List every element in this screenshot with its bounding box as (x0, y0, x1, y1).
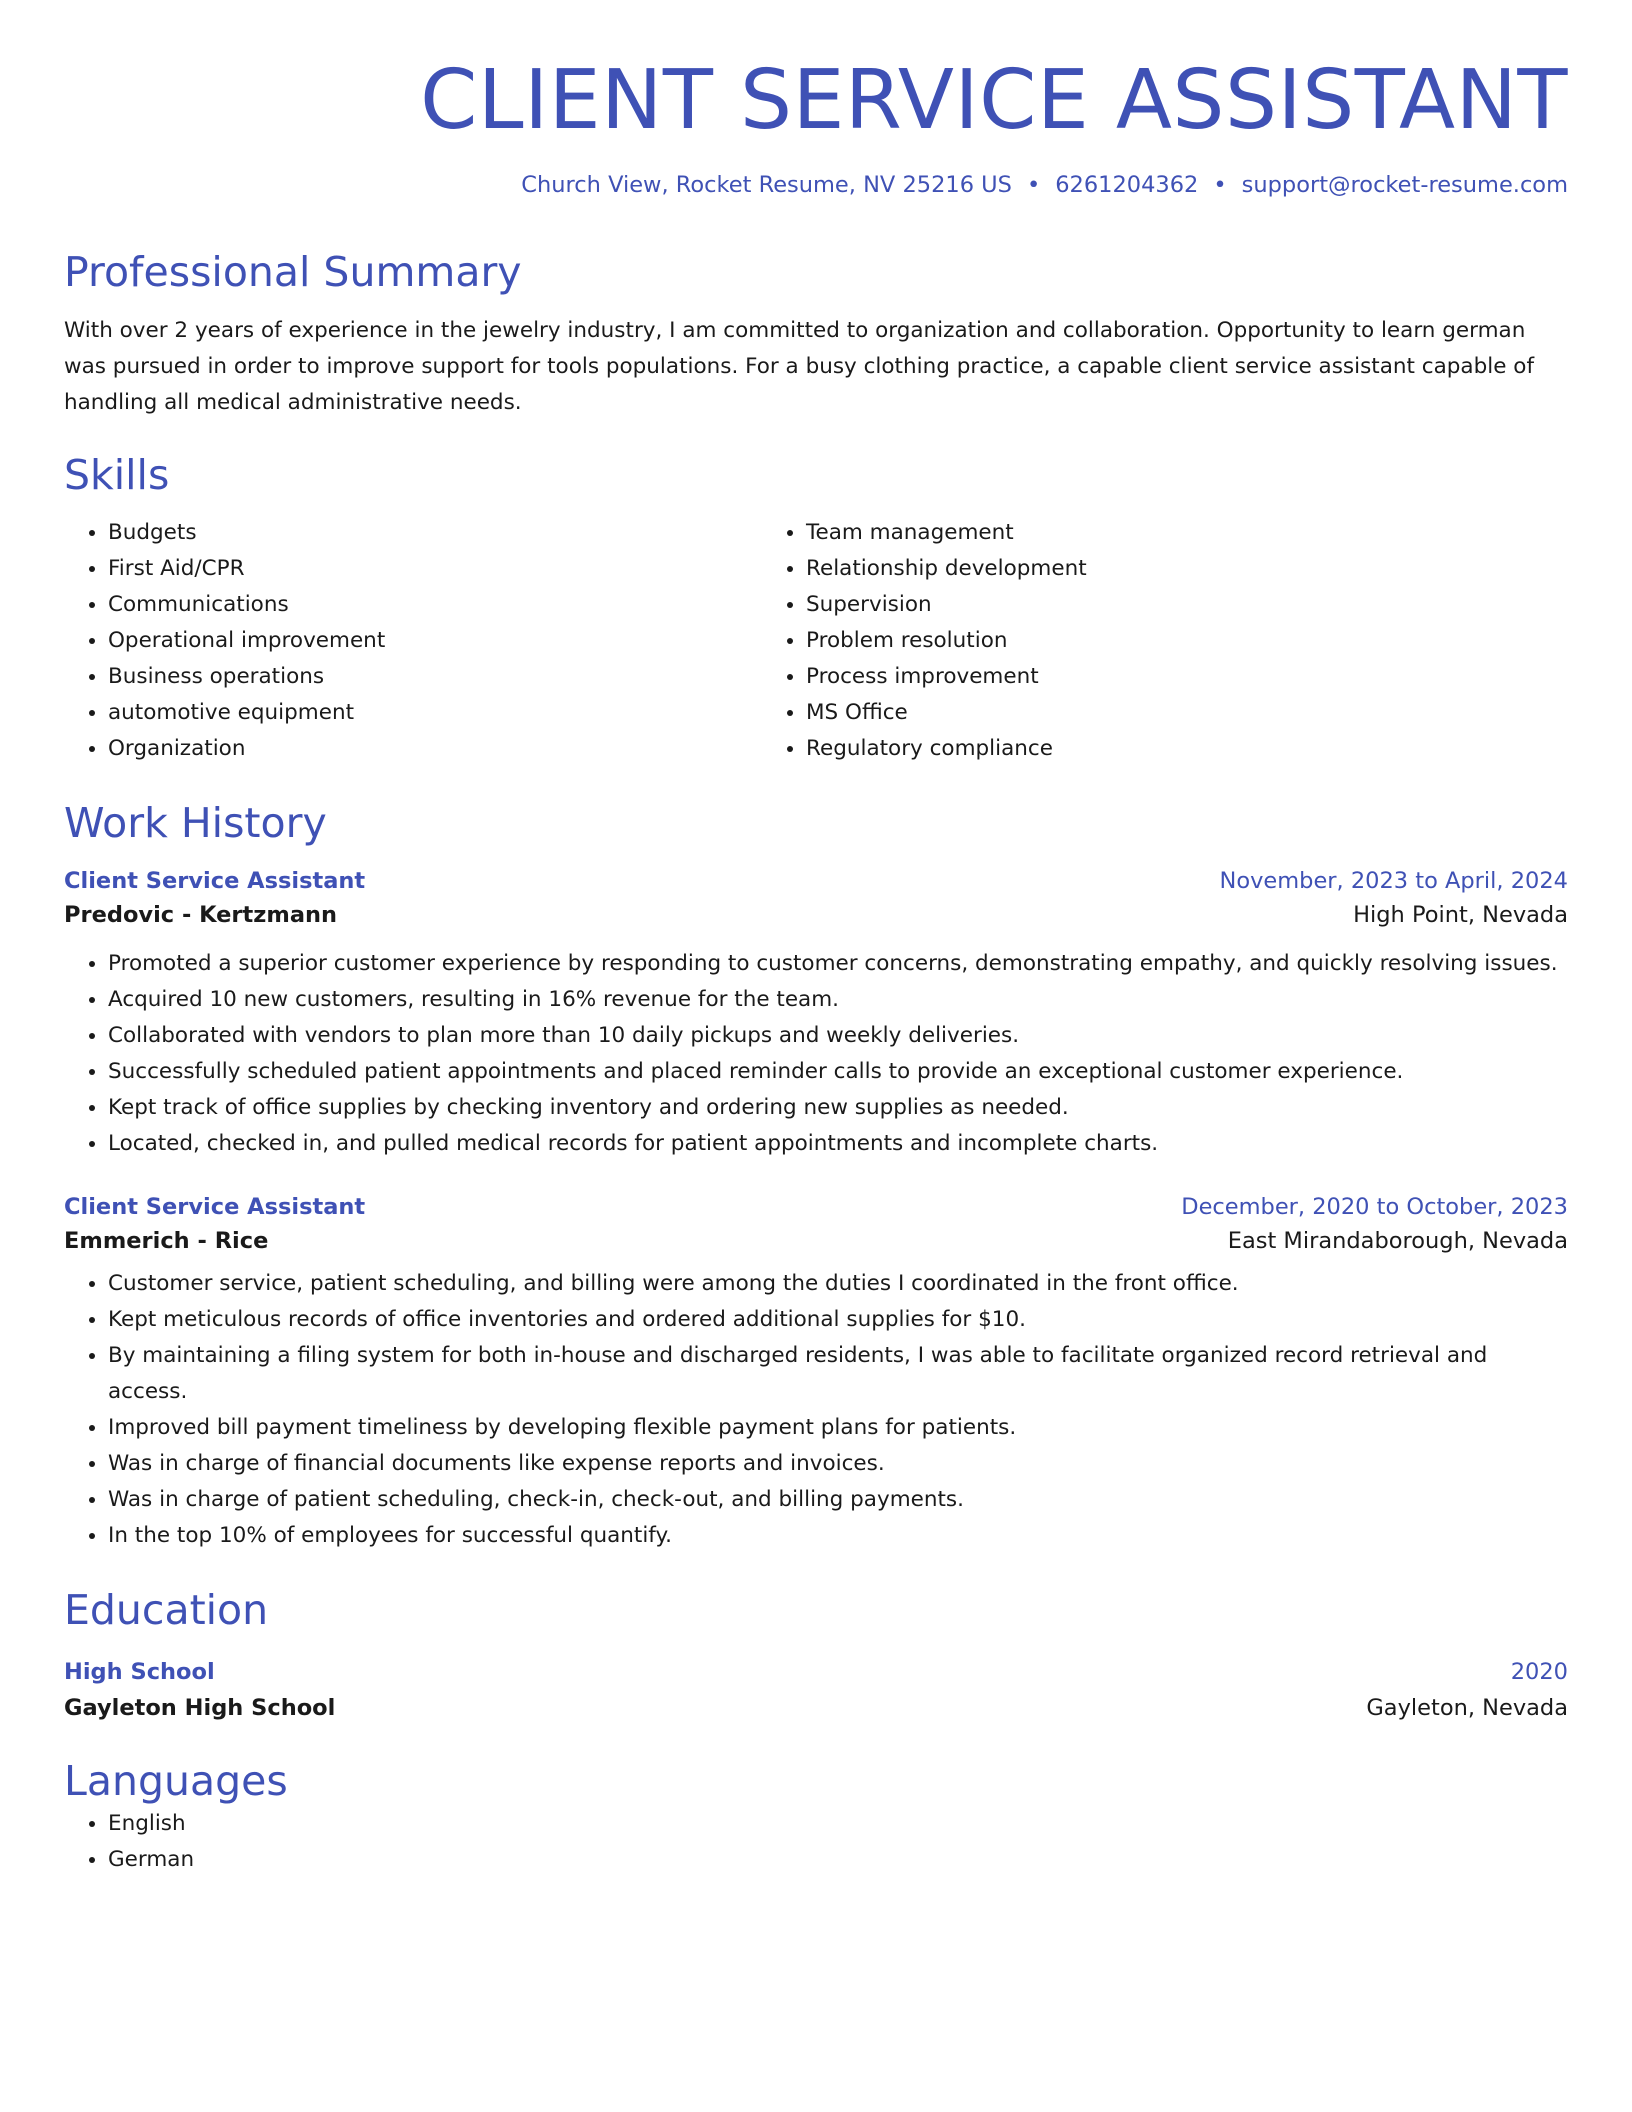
education-header-row (64, 1659, 1568, 1685)
job-entry (64, 868, 1568, 1162)
job-dates: November, 2023 to April, 2024 (1219, 867, 1568, 894)
skill-item: • Relationship development (806, 551, 1087, 587)
education-school: Gayleton High School (64, 1694, 336, 1721)
language-item: • English (108, 1806, 1568, 1842)
job-location: High Point, Nevada (1353, 901, 1568, 928)
job-company: Predovic - Kertzmann (64, 901, 338, 928)
skill-item: • Operational improvement (108, 623, 762, 659)
skills-column-left (64, 515, 762, 767)
contact-address: Church View, Rocket Resume, NV 25216 US (521, 172, 1012, 199)
summary-text: With over 2 years of experience in the jewelry industry, I am committed to organization and collaboration. Opportunity to learn german was pursued in order to improve support for tools populations. For a busy clothing practice, a capable client service assistant capable of handling all medical administrative needs. (64, 318, 1535, 416)
skill-item: • Regulatory compliance (806, 731, 1087, 767)
job-bullet: • Acquired 10 new customers, resulting in 16% revenue for the team. (108, 982, 1568, 1018)
skill-item: • First Aid/CPR (108, 551, 762, 587)
job-bullet: • In the top 10% of employees for successful quantify. (108, 1518, 1568, 1554)
job-company-row (64, 902, 1568, 928)
contact-separator: • (1213, 172, 1227, 199)
job-title: Client Service Assistant (64, 1193, 366, 1220)
section-title-languages: Languages (64, 1756, 288, 1805)
job-header-row (64, 1194, 1568, 1220)
skills-list (64, 515, 1568, 767)
job-dates: December, 2020 to October, 2023 (1181, 1193, 1568, 1220)
section-title-skills: Skills (64, 451, 170, 500)
skill-item: • Problem resolution (806, 623, 1087, 659)
job-company: Emmerich - Rice (64, 1227, 269, 1254)
contact-phone: 6261204362 (1055, 172, 1199, 199)
skill-item: • Team management (806, 515, 1087, 551)
education-location: Gayleton, Nevada (1366, 1694, 1568, 1721)
job-bullet: • Promoted a superior customer experience by responding to customer concerns, demonstrating empathy, and quickly resolving issues. (108, 946, 1568, 982)
skill-item: • automotive equipment (108, 695, 762, 731)
skill-item: • MS Office (806, 695, 1087, 731)
contact-line (64, 172, 1568, 198)
job-bullet: • Successfully scheduled patient appointments and placed reminder calls to provide an exceptional customer experience. (108, 1054, 1568, 1090)
job-bullet: • Kept track of office supplies by checking inventory and ordering new supplies as needed. (108, 1090, 1568, 1126)
skill-item: • Budgets (108, 515, 762, 551)
section-title-education: Education (64, 1585, 269, 1634)
job-header-row (64, 868, 1568, 894)
job-bullet: • Improved bill payment timeliness by developing flexible payment plans for patients. (108, 1410, 1568, 1446)
skill-item: • Process improvement (806, 659, 1087, 695)
job-bullets (64, 946, 1568, 1162)
language-item: • German (108, 1842, 1568, 1878)
skill-item: • Organization (108, 731, 762, 767)
job-bullet: • Was in charge of patient scheduling, check-in, check-out, and billing payments. (108, 1482, 1568, 1518)
education-year: 2020 (1510, 1658, 1568, 1685)
job-entry (64, 1194, 1568, 1554)
job-bullet: • Located, checked in, and pulled medical records for patient appointments and incomplete charts. (108, 1126, 1568, 1162)
education-school-row (64, 1695, 1568, 1721)
skills-column-right (762, 515, 1087, 767)
job-bullet: • Customer service, patient scheduling, and billing were among the duties I coordinated in the front office. (108, 1266, 1568, 1302)
section-title-work-history: Work History (64, 798, 327, 847)
job-location: East Mirandaborough, Nevada (1227, 1227, 1568, 1254)
education-degree: High School (64, 1658, 215, 1685)
job-bullet: • Kept meticulous records of office inventories and ordered additional supplies for $10. (108, 1302, 1568, 1338)
contact-email: support@rocket-resume.com (1241, 172, 1568, 199)
resume-header (64, 53, 1568, 199)
skill-item: • Business operations (108, 659, 762, 695)
job-title: Client Service Assistant (64, 867, 366, 894)
languages-list (64, 1806, 1568, 1878)
education-entry (64, 1659, 1568, 1721)
section-title-summary: Professional Summary (64, 248, 522, 297)
job-bullet: • Collaborated with vendors to plan more than 10 daily pickups and weekly deliveries. (108, 1018, 1568, 1054)
job-company-row (64, 1228, 1568, 1254)
contact-separator: • (1026, 172, 1041, 199)
skill-item: • Communications (108, 587, 762, 623)
candidate-name: CLIENT SERVICE ASSISTANT (420, 53, 1568, 148)
job-bullets (64, 1266, 1568, 1554)
job-bullet: • By maintaining a filing system for both in-house and discharged residents, I was able to facilitate organized record retrieval and access. (108, 1338, 1568, 1410)
job-bullet: • Was in charge of financial documents like expense reports and invoices. (108, 1446, 1568, 1482)
skill-item: • Supervision (806, 587, 1087, 623)
